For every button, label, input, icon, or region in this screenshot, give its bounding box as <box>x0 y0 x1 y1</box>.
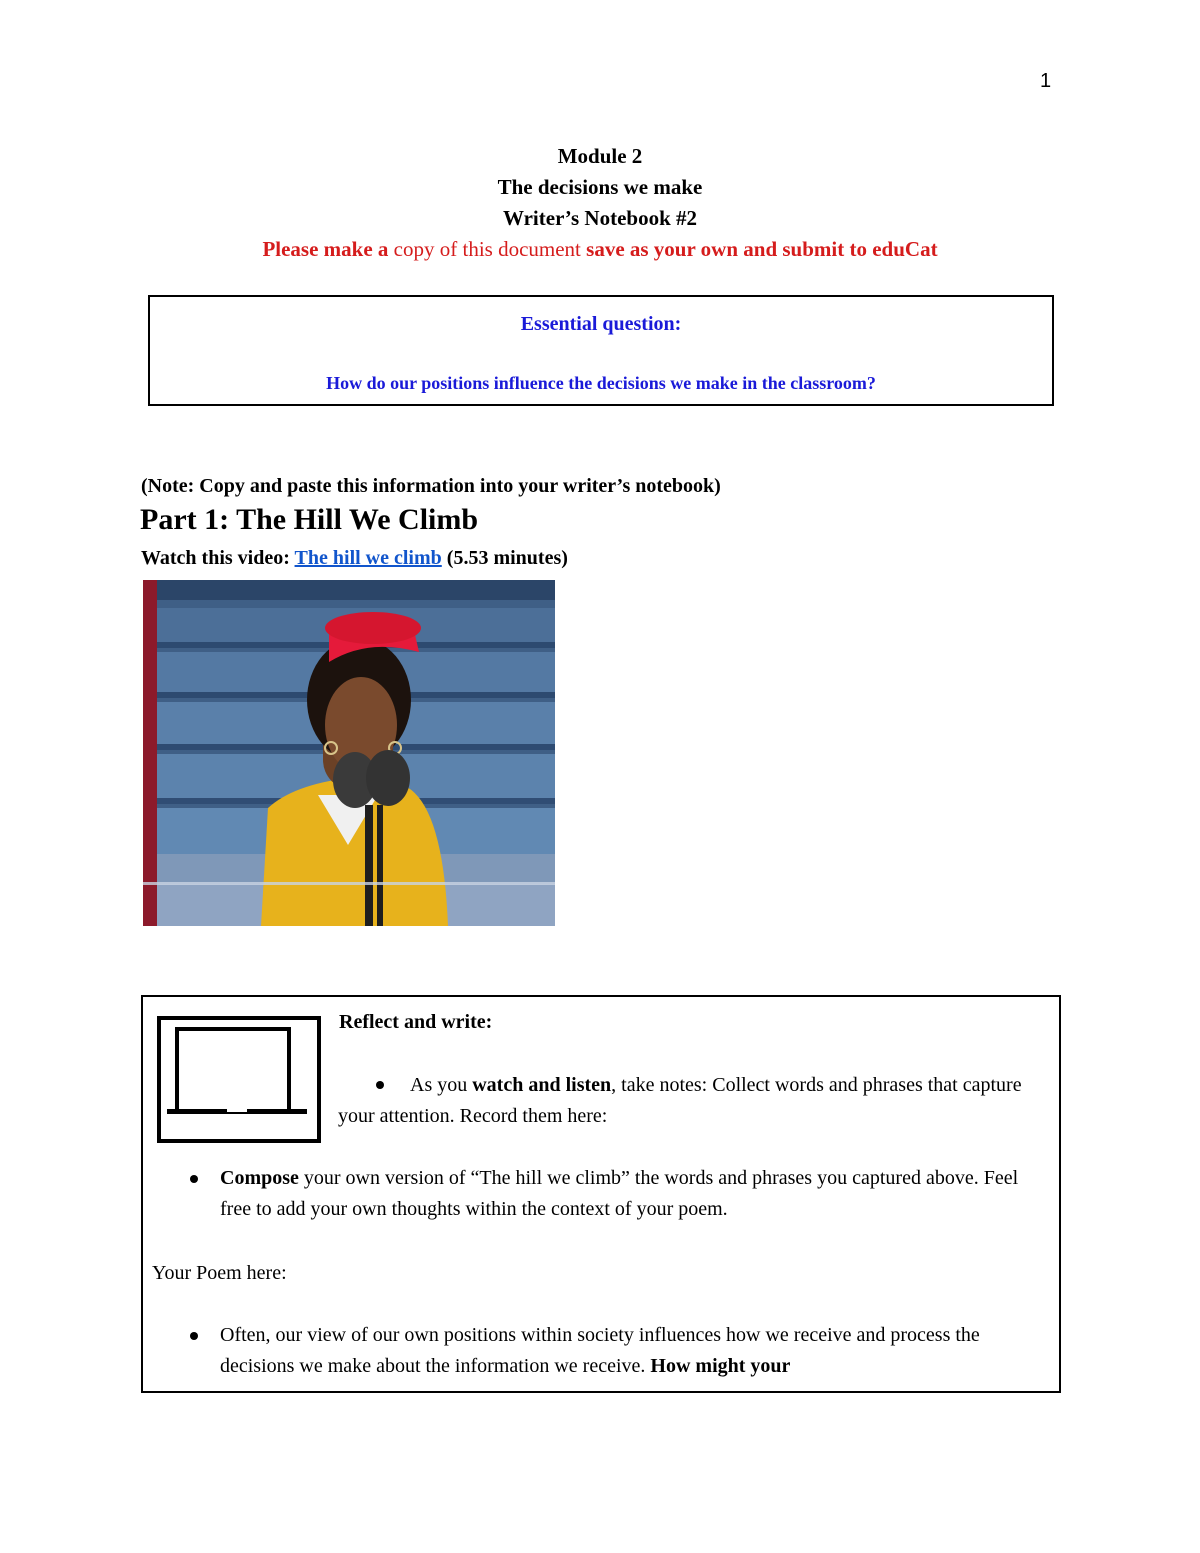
bullet1-post: , take notes: Collect words and phrases that capture your attention. Record them here: <box>338 1074 1022 1127</box>
glass-edge <box>143 882 555 885</box>
bullet2-bold: Compose <box>220 1167 299 1189</box>
bullet-positions <box>220 1320 1050 1382</box>
bullet-dot <box>376 1081 384 1089</box>
instruction-part3: save as your own and submit to eduCat <box>580 237 938 261</box>
bullet-dot <box>190 1175 198 1183</box>
notebook-title: Writer’s Notebook #2 <box>502 206 697 230</box>
instruction-part2: copy of this document <box>393 237 581 261</box>
bullet1-pre: As you <box>410 1074 473 1096</box>
bullet1-bold: watch and listen <box>472 1074 612 1096</box>
bullet3-pre: Often, our view of our own positions within society influences how we receive and process the decisions we make about the information we receive. <box>220 1324 980 1377</box>
bullet2-post: your own version of “The hill we climb” the words and phrases you captured above. Feel free to add your own thoughts within the context of your poem. <box>220 1167 1019 1220</box>
watch-video-line <box>141 547 568 570</box>
reflect-write-title: Reflect and write: <box>339 1011 493 1033</box>
video-duration: (5.53 minutes) <box>441 547 568 569</box>
submission-instruction <box>0 234 1200 265</box>
watch-prefix: Watch this video: <box>141 547 295 569</box>
module-title: Module 2 <box>557 144 643 168</box>
document-header <box>0 141 1200 265</box>
page-number: 1 <box>1040 70 1052 92</box>
bullet-take-notes <box>338 1070 1038 1132</box>
part1-heading: Part 1: The Hill We Climb <box>140 503 479 536</box>
copy-note: (Note: Copy and paste this information into your writer’s notebook) <box>141 475 721 497</box>
bullet-compose <box>220 1163 1050 1225</box>
laptop-icon <box>157 1016 321 1143</box>
instruction-part1: Please make a <box>262 237 394 261</box>
red-curtain <box>143 580 157 926</box>
essential-question-title: Essential question: <box>520 313 682 335</box>
essential-question-text: How do our positions influence the decisions we make in the classroom? <box>326 373 876 393</box>
video-thumbnail[interactable] <box>143 580 555 926</box>
video-link[interactable]: The hill we climb <box>294 547 442 569</box>
bullet3-bold: How might your <box>650 1355 791 1377</box>
poem-label: Your Poem here: <box>152 1262 287 1284</box>
bullet-dot <box>190 1332 198 1340</box>
module-subtitle: The decisions we make <box>497 175 703 199</box>
essential-question-box <box>148 295 1054 406</box>
